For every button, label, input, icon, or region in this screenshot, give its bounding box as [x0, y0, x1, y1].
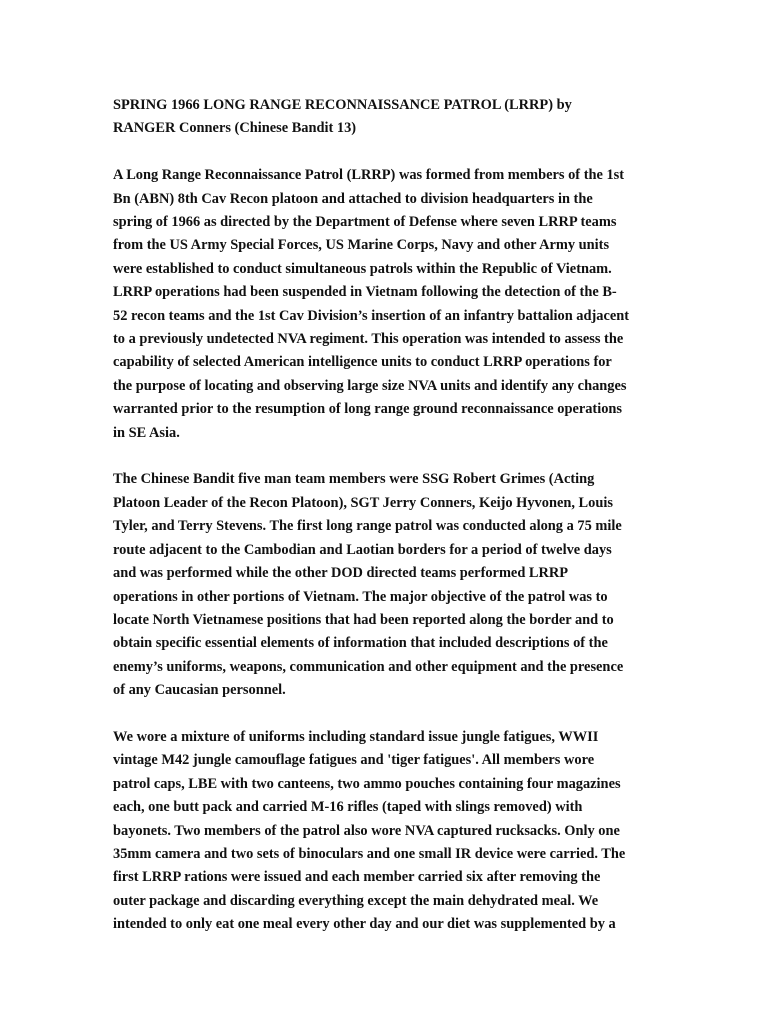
- paragraph-2: The Chinese Bandit five man team members were SSG Robert Grimes (Acting Platoon Leader of the Recon Platoon), SGT Jerry Conners, Keijo Hyvonen, Louis Tyler, and Terry Stevens. The first long range patrol was conducted along a 75 mile route adjacent to the Cambodian and Laotian borders for a period of twelve days and was performed while the other DOD directed teams performed LRRP operations in other portions of Vietnam. The major objective of the patrol was to locate North Vietnamese positions that had been reported along the border and to obtain specific essential elements of information that included descriptions of the enemy’s uniforms, weapons, communication and other equipment and the presence of any Caucasian personnel.: [113, 471, 624, 699]
- paragraph-1: A Long Range Reconnaissance Patrol (LRRP) was formed from members of the 1st Bn (ABN) 8th Cav Recon platoon and attached to division headquarters in the spring of 1966 as directed by the Department of Defense where seven LRRP teams from the US Army Special Forces, US Marine Corps, Navy and other Army units were established to conduct simultaneous patrols within the Republic of Vietnam. LRRP operations had been suspended in Vietnam following the detection of the B- 52 recon teams and the 1st Cav Division’s insertion of an infantry battalion adjacent to a previously undetected NVA regiment. This operation was intended to assess the capability of selected American intelligence units to conduct LRRP operations for the purpose of locating and observing large size NVA units and identify any changes warranted prior to the resumption of long range ground reconnaissance operations in SE Asia.: [113, 167, 630, 441]
- document-title: SPRING 1966 LONG RANGE RECONNAISSANCE PATROL (LRRP) by RANGER Conners (Chinese Bandit 13): [113, 97, 572, 137]
- document-page: [113, 94, 658, 960]
- paragraph-3: We wore a mixture of uniforms including standard issue jungle fatigues, WWII vintage M42 jungle camouflage fatigues and 'tiger fatigues'. All members wore patrol caps, LBE with two canteens, two ammo pouches containing four magazines each, one butt pack and carried M-16 rifles (taped with slings removed) with bayonets. Two members of the patrol also wore NVA captured rucksacks. Only one 35mm camera and two sets of binoculars and one small IR device were carried. The first LRRP rations were issued and each member carried six after removing the outer package and discarding everything except the main dehydrated meal. We intended to only eat one meal every other day and our diet was supplemented by a: [113, 728, 626, 933]
